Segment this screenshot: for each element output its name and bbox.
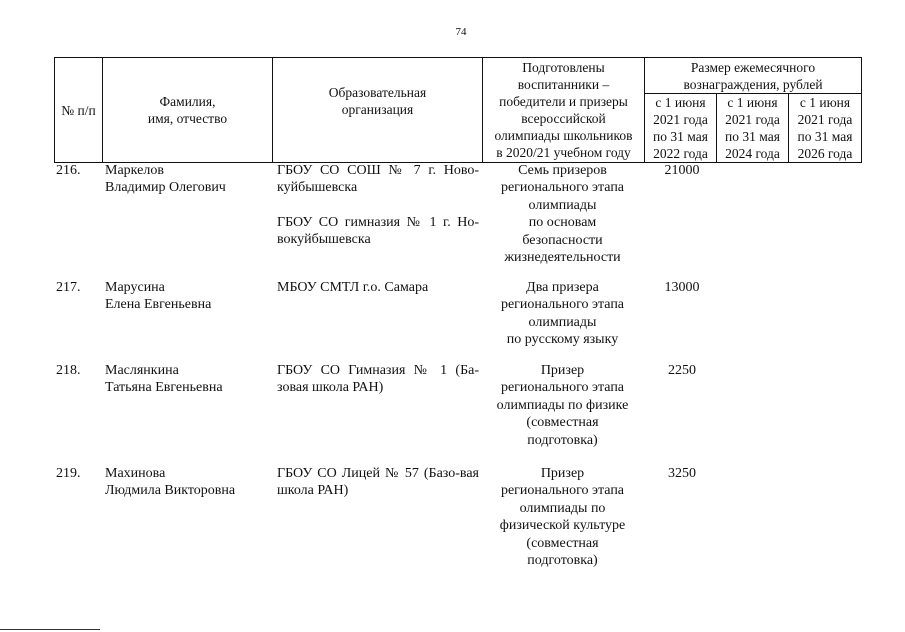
period-line: с 1 июня xyxy=(655,95,706,110)
table-row xyxy=(0,279,905,351)
row-fio-line: Маркелов xyxy=(105,163,164,178)
row-desc-line: олимпиады по xyxy=(519,500,606,516)
row-desc-line: Два призера xyxy=(526,280,599,295)
row-fio-line: Владимир Олегович xyxy=(105,180,226,196)
row-desc-line: регионального этапа xyxy=(500,180,625,196)
row-desc-line: физической культуре xyxy=(499,518,626,534)
row-fio-line: Маслянкина xyxy=(105,363,179,378)
row-fio xyxy=(105,465,265,500)
row-org-entry: МБОУ СМТЛ г.о. Самара xyxy=(277,280,429,295)
header-prepared-line: воспитанники – xyxy=(517,77,610,92)
page-number: 74 xyxy=(455,26,467,38)
row-desc-line: безопасности xyxy=(522,232,603,248)
row-description xyxy=(485,465,640,569)
row-fio xyxy=(105,162,265,197)
period-line: по 31 мая xyxy=(653,129,708,144)
row-org-entry: ГБОУ СО гимназия № 1 г. Но-вокуйбышевска xyxy=(277,214,479,248)
header-award xyxy=(645,58,862,94)
header-fio-line1: Фамилия, xyxy=(159,94,216,109)
row-desc-line: жизнедеятельности xyxy=(504,250,621,266)
row-fio-line: Татьяна Евгеньевна xyxy=(105,380,223,396)
header-org-line2: организация xyxy=(341,102,414,117)
period-line: 2021 года xyxy=(725,112,780,127)
period-line: 2021 года xyxy=(653,112,708,127)
header-prepared-line: олимпиады школьников xyxy=(494,128,633,143)
header-period-2024 xyxy=(717,94,789,163)
row-org-entry: ГБОУ СО Лицей № 57 (Базо-вая школа РАН) xyxy=(277,466,479,499)
row-org xyxy=(277,465,479,500)
row-amount: 2250 xyxy=(668,363,696,378)
period-line: по 31 мая xyxy=(725,129,780,144)
header-num: № п/п xyxy=(55,58,103,163)
row-desc-line: олимпиады xyxy=(528,314,597,330)
row-desc-line: подготовка) xyxy=(527,432,598,448)
period-line: 2022 года xyxy=(653,146,708,161)
row-description xyxy=(485,162,640,266)
header-award-line2: вознаграждения, рублей xyxy=(683,76,823,92)
row-desc-line: регионального этапа xyxy=(500,297,625,313)
header-prepared-line: победители и призеры xyxy=(499,94,628,109)
table-row xyxy=(0,162,905,272)
row-org xyxy=(277,162,479,249)
header-prepared-line: в 2020/21 учебном году xyxy=(496,145,631,160)
period-line: с 1 июня xyxy=(799,95,851,110)
row-org-entry: ГБОУ СО СОШ № 7 г. Ново-куйбышевска xyxy=(277,163,479,196)
row-desc-line: по основам xyxy=(528,215,597,231)
header-prepared xyxy=(483,58,645,163)
row-desc-line: (совместная xyxy=(526,415,599,431)
header-org-line1: Образовательная xyxy=(328,85,427,100)
row-desc-line: Призер xyxy=(540,466,585,481)
row-amount: 3250 xyxy=(668,466,696,481)
row-desc-line: (совместная xyxy=(526,535,599,551)
header-prepared-line: Подготовлены xyxy=(522,60,605,75)
row-desc-line: олимпиады xyxy=(528,197,597,213)
header-period-2026 xyxy=(789,94,862,163)
row-fio-line: Марусина xyxy=(105,280,165,295)
row-desc-line: Призер xyxy=(540,363,585,378)
row-number: 218. xyxy=(56,363,81,378)
header-fio-line2: имя, отчество xyxy=(147,111,228,126)
row-fio-line: Махинова xyxy=(105,466,166,481)
row-fio xyxy=(105,279,265,314)
row-number: 219. xyxy=(56,466,81,481)
row-desc-line: олимпиады по физике xyxy=(496,397,629,413)
footnote-divider xyxy=(0,629,100,630)
period-line: 2024 года xyxy=(725,146,780,161)
row-desc-line: подготовка) xyxy=(527,553,598,569)
header-fio xyxy=(103,58,273,163)
table-row xyxy=(0,465,905,575)
header-award-line1: Размер ежемесячного xyxy=(690,59,816,75)
row-fio xyxy=(105,362,265,397)
header-period-2022 xyxy=(645,94,717,163)
period-line: 2021 года xyxy=(797,112,853,127)
row-desc-line: регионального этапа xyxy=(500,380,625,396)
header-org xyxy=(273,58,483,163)
row-org-entry: ГБОУ СО Гимназия № 1 (Ба-зовая школа РАН) xyxy=(277,363,479,396)
row-amount: 21000 xyxy=(664,163,700,178)
row-number: 217. xyxy=(56,280,81,295)
row-amount: 13000 xyxy=(664,280,700,295)
period-line: по 31 мая xyxy=(797,129,853,144)
header-prepared-line: всероссийской xyxy=(521,111,606,126)
row-org xyxy=(277,362,479,397)
row-fio-line: Людмила Викторовна xyxy=(105,483,236,499)
table-header xyxy=(54,57,862,163)
row-fio-line: Елена Евгеньевна xyxy=(105,297,212,313)
row-org xyxy=(277,279,479,296)
row-number: 216. xyxy=(56,163,81,178)
row-desc-line: Семь призеров xyxy=(518,163,607,178)
row-description xyxy=(485,279,640,349)
table-row xyxy=(0,362,905,452)
row-desc-line: регионального этапа xyxy=(500,483,625,499)
period-line: 2026 года xyxy=(797,146,853,161)
period-line: с 1 июня xyxy=(727,95,778,110)
row-description xyxy=(485,362,640,449)
row-desc-line: по русскому языку xyxy=(506,332,619,348)
